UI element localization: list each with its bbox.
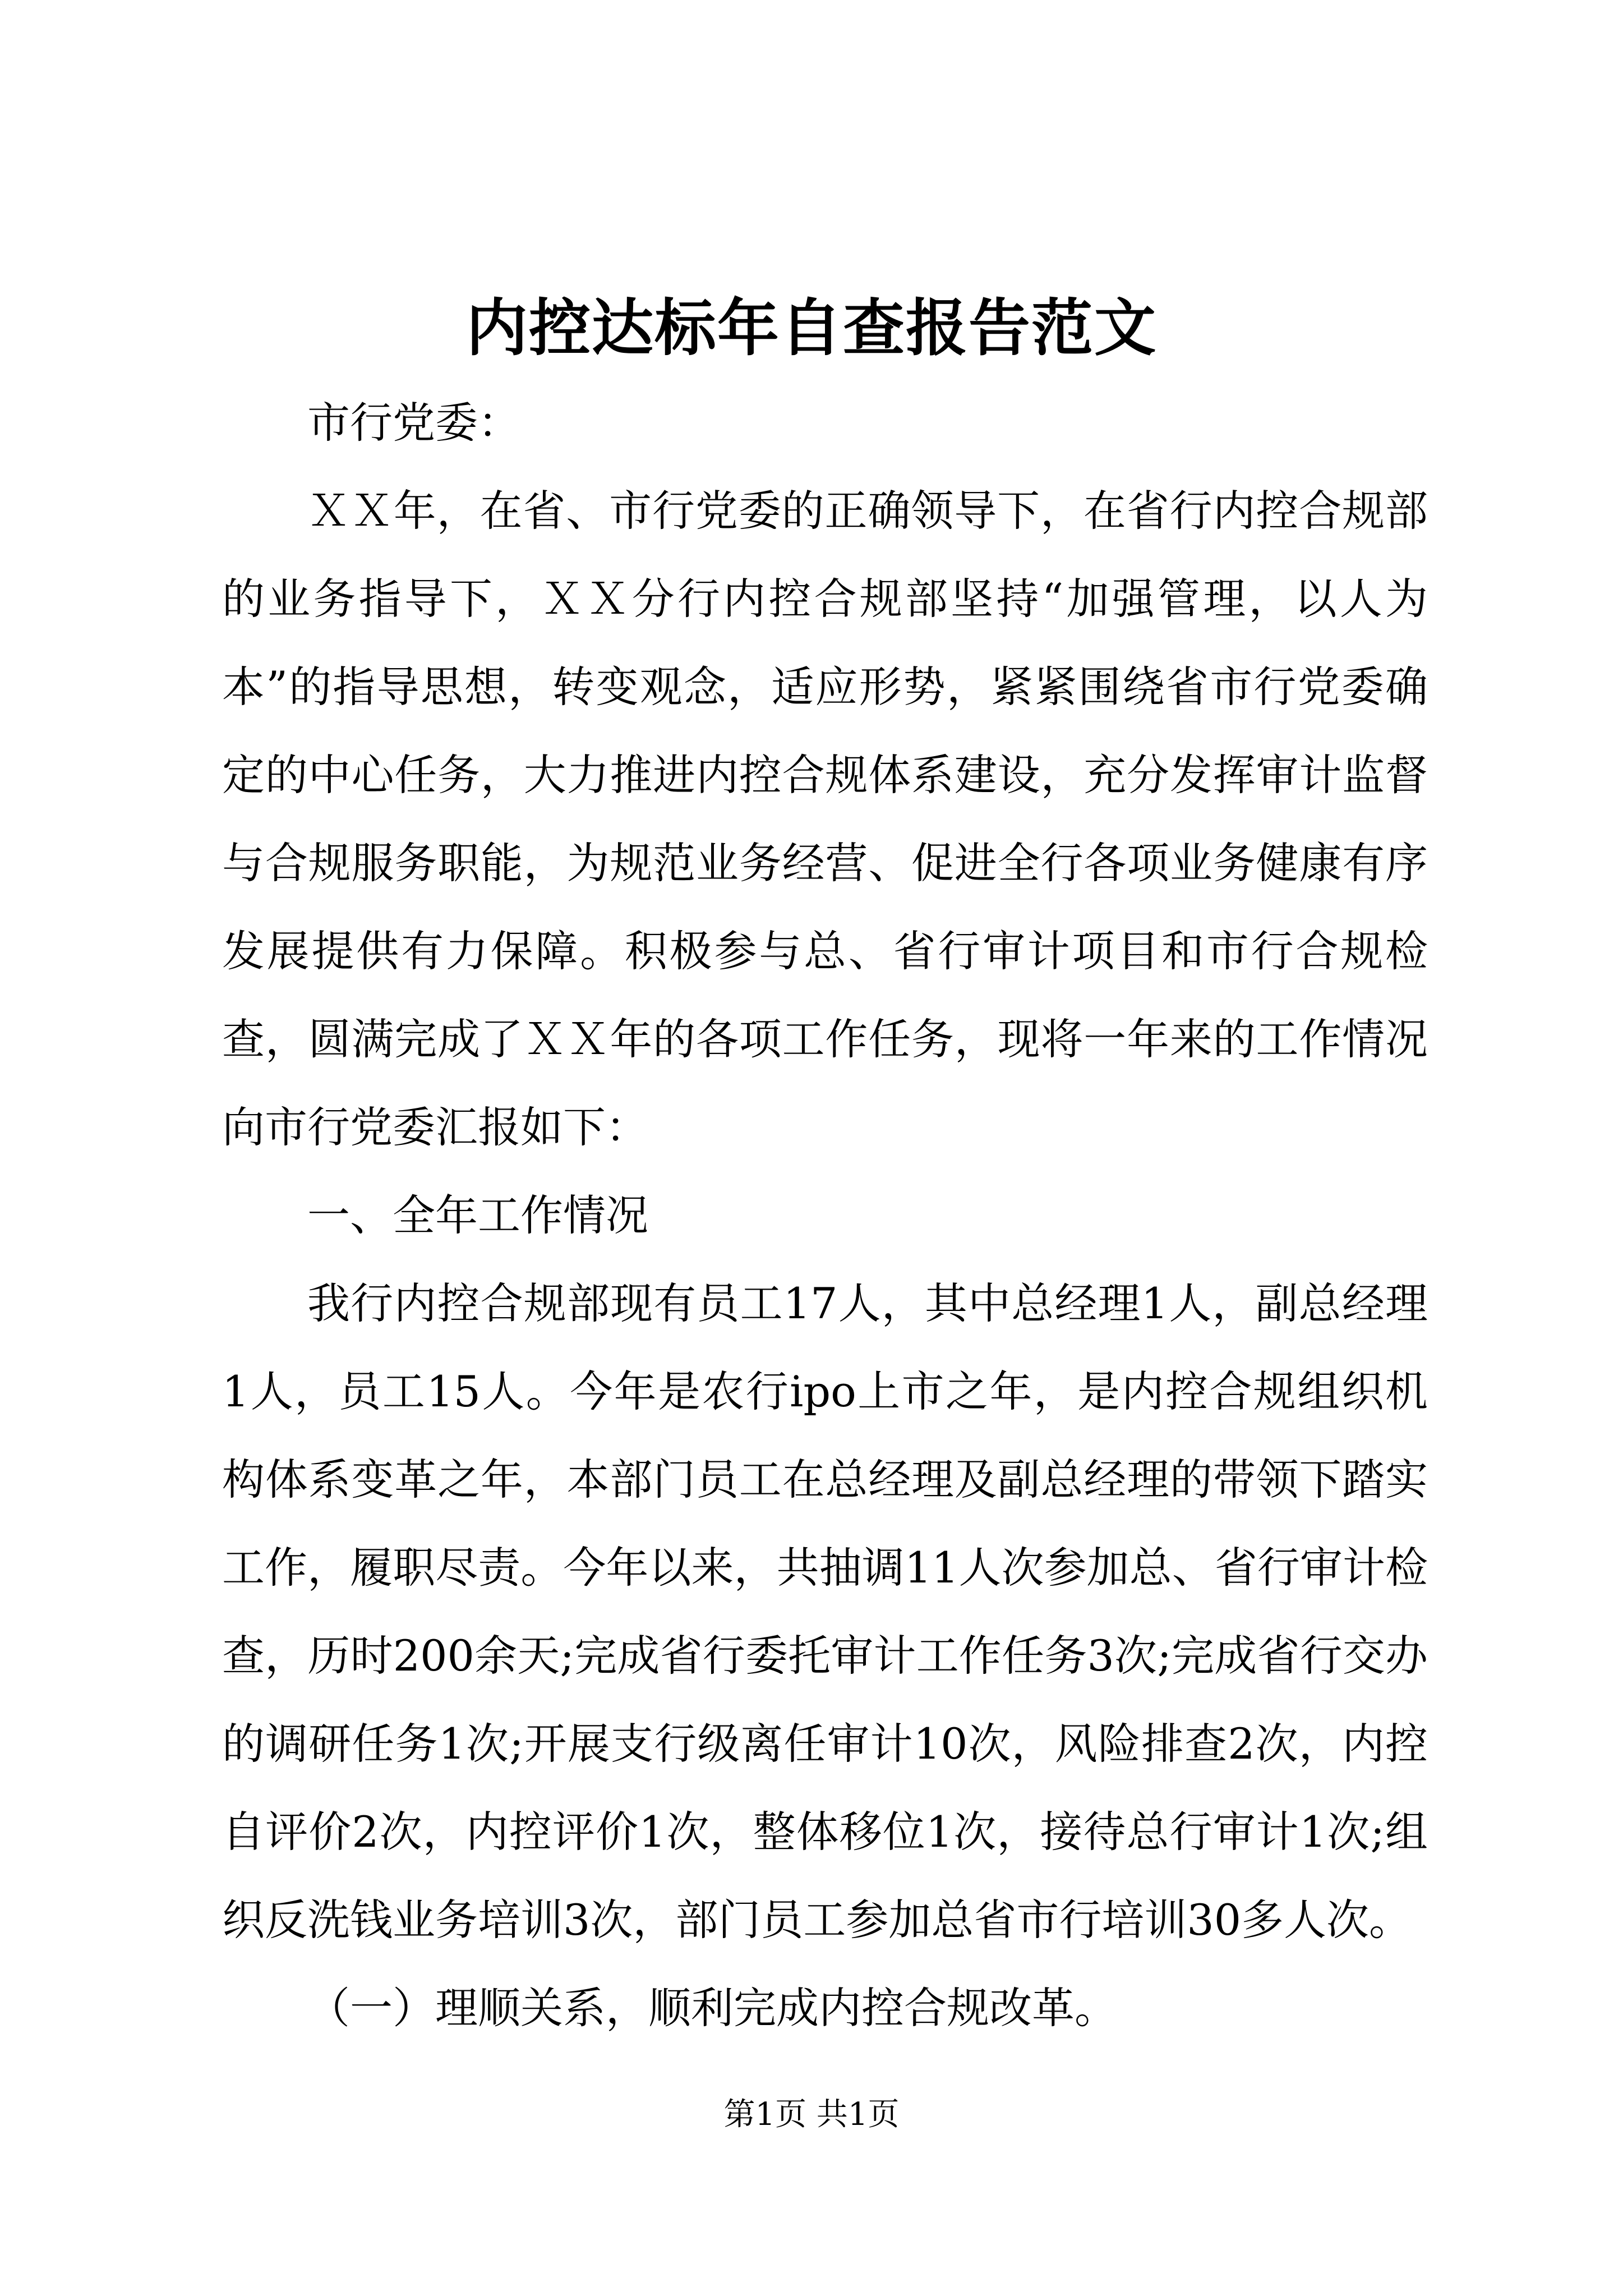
paragraph-staff-summary: 我行内控合规部现有员工17人，其中总经理1人，副总经理1人，员工15人。今年是农行ipo上市之年，是内控合规组织机构体系变革之年，本部门员工在总经理及副总经理的带领下踏实工作，履职尽责。今年以来，共抽调11人次参加总、省行审计检查，历时200余天;完成省行委托审计工作任务3次;完成省行交办的调研任务1次;开展支行级离任审计10次，风险排查2次，内控自评价2次，内控评价1次，整体移位1次，接待总行审计1次;组织反洗钱业务培训3次，部门员工参加总省市行培训30多人次。 <box>222 1278 1428 1945</box>
salutation: 市行党委： <box>307 398 520 448</box>
document-body <box>222 379 1428 2052</box>
document-title: 内控达标年自查报告范文 <box>466 292 1157 364</box>
subsection-heading: （一）理顺关系，顺利完成内控合规改革。 <box>307 1983 1117 2033</box>
paragraph-intro: ＸＸ年，在省、市行党委的正确领导下，在省行内控合规部的业务指导下，ＸＸ分行内控合规部坚持“加强管理，以人为本”的指导思想，转变观念，适应形势，紧紧围绕省市行党委确定的中心任务，大力推进内控合规体系建设，充分发挥审计监督与合规服务职能，为规范业务经营、促进全行各项业务健康有序发展提供有力保障。积极参与总、省行审计项目和市行合规检查，圆满完成了ＸＸ年的各项工作任务，现将一年来的工作情况向市行党委汇报如下： <box>222 486 1428 1152</box>
page-footer: 第1页 共1页 <box>723 2096 900 2133</box>
section-heading: 一、全年工作情况 <box>307 1190 648 1240</box>
